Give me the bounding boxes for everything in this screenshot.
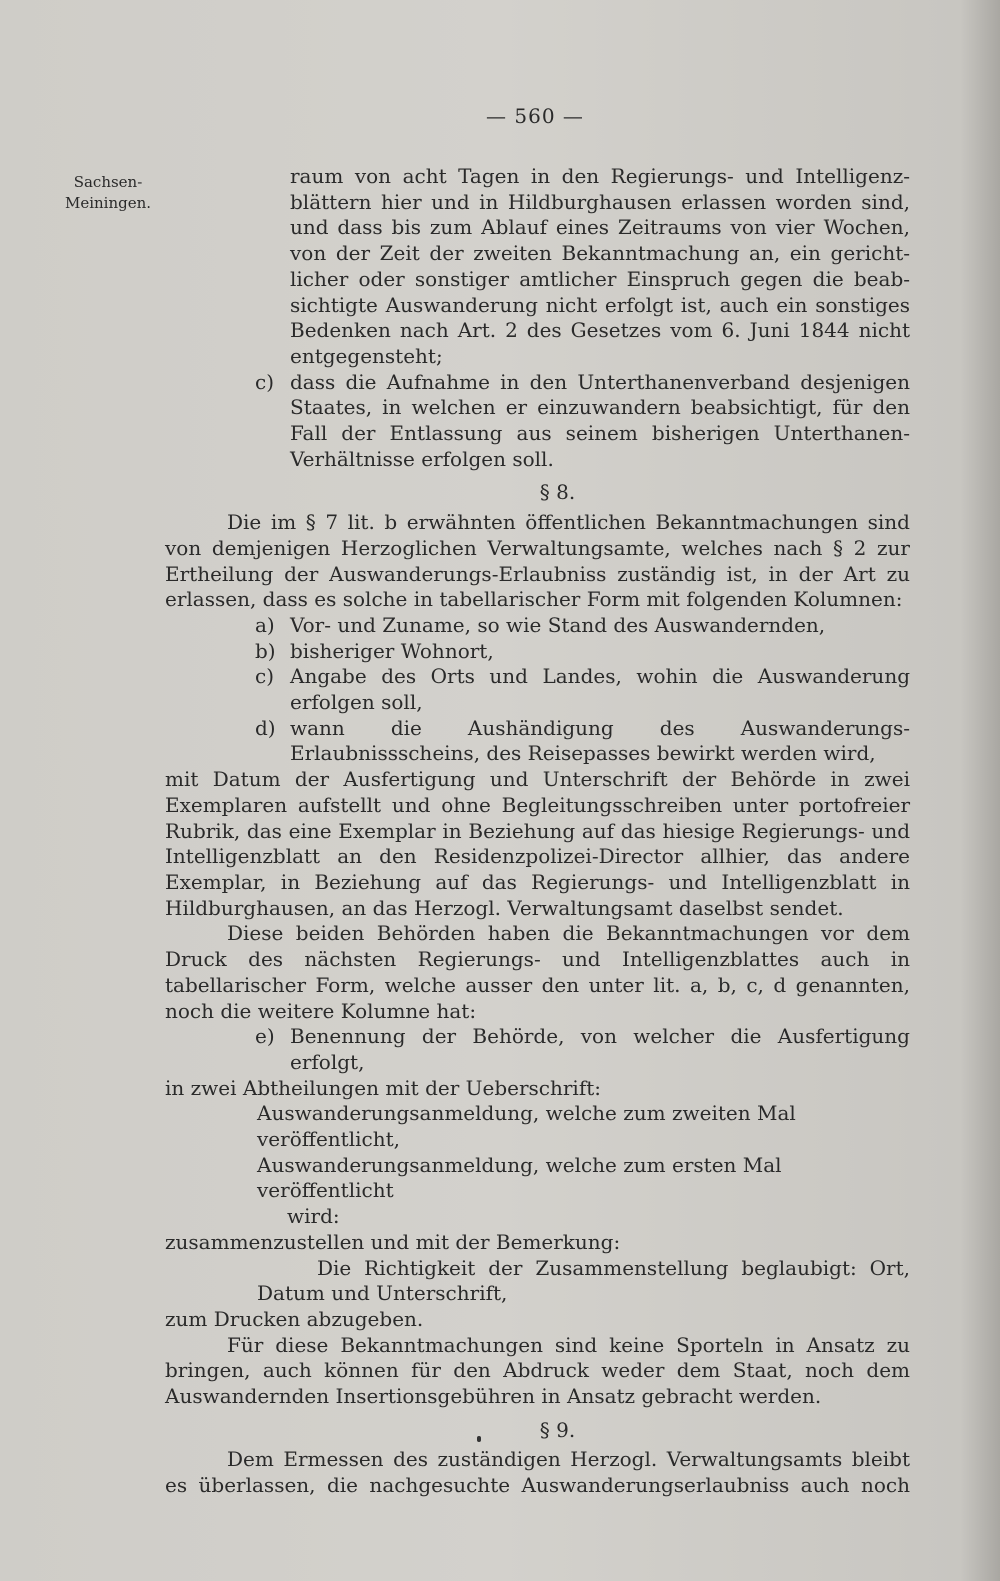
list-item xyxy=(165,613,910,639)
list-text: Angabe des Orts und Landes, wohin die Auswanderung erfolgen soll, xyxy=(290,664,910,715)
page-number: — 560 — xyxy=(486,104,584,128)
continued-paragraph xyxy=(165,164,910,370)
list-item-c xyxy=(165,370,910,473)
list-item xyxy=(165,639,910,665)
list-text: Vor- und Zuname, so wie Stand des Auswandernden, xyxy=(290,612,826,637)
certification-line: Datum und Unterschrift, xyxy=(257,1281,508,1306)
paragraph: mit Datum der Ausfertigung und Unterschrift der Behörde in zwei Exemplaren aufstellt und ohne Begleitungsschreiben unter portofreier Rubrik, das eine Exemplar in Beziehung auf das hiesige Regierungs- und Intelligenzblatt an den Residenzpolizei-Director allhier, das andere Exemplar, in Beziehung auf das Regierungs- und Intelligenzblatt in Hildburghausen, an das Herzogl. Verwaltungsamt daselbst sendet. xyxy=(165,767,910,920)
certification-line: Die Richtigkeit der Zusammenstellung beglaubigt: Ort, xyxy=(317,1255,910,1280)
list-text: wann die Aushändigung des Auswanderungs-Erlaubnissscheins, des Reisepasses bewirkt werden wird, xyxy=(290,715,910,766)
section-heading-9: § 9. xyxy=(539,1417,576,1442)
margin-note-line: Meiningen. xyxy=(64,194,152,212)
heading-line: wird: xyxy=(287,1204,340,1229)
ink-mark xyxy=(477,1436,481,1442)
paragraph: Diese beiden Behörden haben die Bekanntmachungen vor dem Druck des nächsten Regierungs- und Intelligenzblattes auch in tabellarischer Form, welche ausser den unter lit. a, b, c, d genannten, noch die weitere Kolumne hat: xyxy=(165,921,910,1023)
text-line: blättern hier und in Hildburghausen erlassen worden sind, xyxy=(290,189,910,214)
list-marker: c) xyxy=(255,369,275,394)
margin-note xyxy=(48,172,168,214)
section-heading-8: § 8. xyxy=(539,480,576,505)
list-text: Benennung der Behörde, von welcher die Ausfertigung erfolgt, xyxy=(290,1024,910,1074)
margin-note-line: Sachsen- xyxy=(73,173,143,191)
list-item xyxy=(165,664,910,715)
paragraph: Die im § 7 lit. b erwähnten öffentlichen Bekanntmachungen sind von demjenigen Herzoglichen Verwaltungsamte, welches nach § 2 zur Ertheilung der Auswanderungs-Erlaubniss zuständig ist, in der Art zu erlassen, dass es solche in tabellarischer Form mit folgenden Kolumnen: xyxy=(165,510,910,612)
list-marker: a) xyxy=(255,612,275,637)
heading-line: Auswanderungsanmeldung, welche zum ersten Mal veröffentlicht xyxy=(257,1152,782,1203)
paragraph: in zwei Abtheilungen mit der Ueberschrift: xyxy=(165,1075,601,1100)
paragraph: Dem Ermessen des zuständigen Herzogl. Verwaltungsamts bleibt es überlassen, die nachgesuchte Auswanderungserlaubniss auch noch xyxy=(165,1447,910,1498)
list-item-e xyxy=(165,1024,910,1075)
paragraph: zusammenzustellen und mit der Bemerkung: xyxy=(165,1229,621,1254)
text-line: von der Zeit der zweiten Bekanntmachung an, ein gericht- xyxy=(290,241,910,266)
list-marker: d) xyxy=(255,715,276,740)
list-marker: b) xyxy=(255,638,276,663)
list-text: bisheriger Wohnort, xyxy=(290,638,494,663)
body-text xyxy=(165,164,910,1499)
paragraph: zum Drucken abzugeben. xyxy=(165,1306,424,1331)
text-line: sichtigte Auswanderung nicht erfolgt ist, auch ein sonstiges xyxy=(290,292,910,317)
list-text: dass die Aufnahme in den Unterthanenverband desjenigen Staates, in welchen er einzuwandern beabsichtigt, für den Fall der Entlassung aus seinem bisherigen Unterthanen-Verhältnisse erfolgen soll. xyxy=(290,369,910,471)
text-line: entgegensteht; xyxy=(290,343,443,368)
list-marker: e) xyxy=(255,1024,275,1049)
list-marker: c) xyxy=(255,664,275,689)
heading-line: Auswanderungsanmeldung, welche zum zweiten Mal veröffentlicht, xyxy=(257,1101,796,1152)
text-line: raum von acht Tagen in den Regierungs- und Intelligenz- xyxy=(290,164,910,188)
list-item xyxy=(165,716,910,767)
text-line: Bedenken nach Art. 2 des Gesetzes vom 6. Juni 1844 nicht xyxy=(290,318,910,343)
text-line: und dass bis zum Ablauf eines Zeitraums von vier Wochen, xyxy=(290,215,910,240)
text-line: licher oder sonstiger amtlicher Einspruch gegen die beab- xyxy=(290,266,910,291)
paragraph: Für diese Bekanntmachungen sind keine Sporteln in Ansatz zu bringen, auch können für den Abdruck weder dem Staat, noch dem Auswandernden Insertionsgebühren in Ansatz gebracht werden. xyxy=(165,1332,910,1409)
